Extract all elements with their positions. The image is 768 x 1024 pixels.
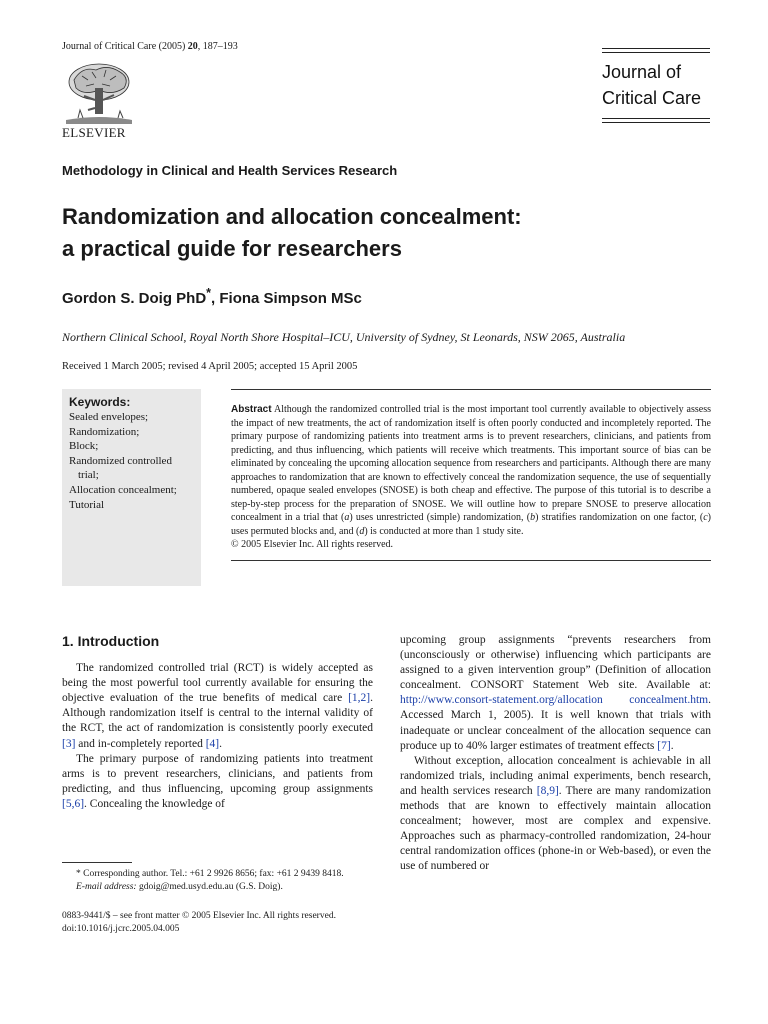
keyword-item: Block; bbox=[69, 440, 99, 453]
title-line-1: Randomization and allocation concealment: bbox=[62, 204, 522, 229]
section-heading: Methodology in Clinical and Health Services Research bbox=[62, 163, 398, 178]
citation-link[interactable]: [8,9] bbox=[536, 784, 559, 797]
citation-volume: 20 bbox=[187, 41, 198, 52]
journal-citation bbox=[62, 41, 238, 52]
keywords-heading: Keywords: bbox=[69, 395, 131, 409]
author-separator: , bbox=[211, 290, 220, 307]
keywords-panel bbox=[62, 389, 201, 586]
doi-line: doi:10.1016/j.jcrc.2005.04.005 bbox=[62, 924, 180, 934]
journal-name bbox=[602, 53, 710, 118]
corresponding-author-note: * Corresponding author. Tel.: +61 2 9926 8656; fax: +61 2 9439 8418. bbox=[76, 869, 344, 879]
abstract-text: Abstract Although the randomized controlled trial is the most important tool currently available to objectively assess the impact of new treatments, the act of randomization itself is often poorly conducted and incompletely reported. The primary purpose of randomizing patients into treatment arms is to prevent researchers, clinicians, and patients from predicting, and thus influencing, which patients will receive which treatments. This important source of bias can be eliminated by concealing the upcoming allocation sequence from researchers and participants. Although there are many approaches to randomization that are known to effectively conceal the randomization sequence, the use of sequentially numbered, opaque sealed envelopes (SNOSE) is both cheap and effective. The purpose of this tutorial is to describe a step-by-step process for the preparation of SNOSE. We will outline how to prepare SNOSE to preserve allocation concealment in a trial that (a) uses unrestricted (simple) randomization, (b) stratifies randomization on one factor, (c) uses permuted blocks and, and (d) is conducted at more than 1 study site. bbox=[231, 404, 711, 537]
journal-title-block bbox=[602, 48, 710, 123]
citation-link[interactable]: [3] bbox=[62, 737, 76, 750]
citation-prefix: Journal of Critical Care (2005) bbox=[62, 41, 188, 52]
intro-paragraph-4: Without exception, allocation concealment is achievable in all randomized trials, including animal experiments, bench research, and health services research [8,9]. There are many randomization methods that are known to effectively maintain allocation concealment; however, most are complex and expensive. Approaches such as pharmacy-controlled randomization, 24-hour central randomization offices (phone-in or Web-based), or even the use of numbered or bbox=[400, 754, 711, 873]
keyword-item: Randomization; bbox=[69, 425, 140, 438]
body-column-left bbox=[62, 630, 373, 812]
journal-name-line1: Journal of bbox=[602, 62, 682, 82]
citation-link[interactable]: [7] bbox=[657, 739, 671, 752]
author-simpson: Fiona Simpson MSc bbox=[219, 290, 362, 307]
body-column-right bbox=[400, 633, 711, 875]
citation-link[interactable]: [5,6] bbox=[62, 797, 85, 810]
abstract-block bbox=[231, 389, 711, 561]
keyword-item: trial; bbox=[78, 469, 99, 482]
intro-paragraph-3: upcoming group assignments “prevents researchers from (unconsciously or otherwise) influencing which participants are assigned to a given intervention group” (Definition of allocation concealment. CONSORT Statement Web site. Available at: http://www.consort-statement.org/allocation concealment.htm. Accessed March 1, 2005). It is well known that trials with inadequate or unclear concealment of the allocation sequence can produce up to 40% larger estimates of treatment effects [7]. bbox=[400, 634, 711, 752]
email-label: E-mail address: bbox=[76, 882, 137, 892]
consort-url-link[interactable]: http://www.consort-statement.org/allocation concealment.htm bbox=[400, 694, 709, 707]
issn-line: 0883-9441/$ – see front matter © 2005 Elsevier Inc. All rights reserved. bbox=[62, 911, 336, 921]
footnote bbox=[62, 868, 374, 894]
affiliation: Northern Clinical School, Royal North Shore Hospital–ICU, University of Sydney, St Leonards, NSW 2065, Australia bbox=[62, 330, 626, 344]
journal-name-line2: Critical Care bbox=[602, 88, 702, 108]
title-line-2: a practical guide for researchers bbox=[62, 236, 402, 261]
front-matter bbox=[62, 910, 336, 936]
citation-link[interactable]: [1,2] bbox=[348, 692, 371, 705]
keyword-item: Randomized controlled bbox=[69, 454, 172, 467]
keyword-item: Sealed envelopes; bbox=[69, 411, 149, 423]
author-doig: Gordon S. Doig PhD bbox=[62, 290, 207, 307]
citation-pages: , 187–193 bbox=[197, 41, 238, 52]
keyword-item: Tutorial bbox=[69, 498, 105, 511]
abstract-heading: Abstract bbox=[231, 404, 272, 415]
footnote-divider bbox=[62, 862, 132, 863]
email-note bbox=[62, 881, 374, 894]
received-dates: Received 1 March 2005; revised 4 April 2005; accepted 15 April 2005 bbox=[62, 361, 358, 372]
email-value: gdoig@med.usyd.edu.au (G.S. Doig). bbox=[136, 882, 283, 892]
journal-bottom-rule bbox=[602, 118, 710, 123]
article-title bbox=[62, 201, 522, 265]
intro-paragraph-1: The randomized controlled trial (RCT) is widely accepted as being the most powerful tool currently available for ensuring the objective evaluation of the true benefits of medical care [1,2]. Although randomization itself is central to the internal validity of the RCT, the act of randomization is consistently poorly executed [3] and in-completely reported [4]. bbox=[62, 662, 373, 750]
abstract-copyright: © 2005 Elsevier Inc. All rights reserved. bbox=[231, 539, 394, 550]
introduction-heading: 1. Introduction bbox=[62, 633, 160, 649]
keyword-item: Allocation concealment; bbox=[69, 483, 177, 496]
citation-link[interactable]: [4] bbox=[205, 737, 220, 750]
author-list bbox=[62, 286, 362, 307]
intro-paragraph-2: The primary purpose of randomizing patients into treatment arms is to prevent researchers, clinicians, and patients from predicting, and thus influencing, upcoming group assignments [5,6]. Concealing the knowledge of bbox=[62, 752, 373, 810]
corresponding-mark: * bbox=[206, 286, 212, 300]
publisher-name: ELSEVIER bbox=[62, 125, 126, 140]
